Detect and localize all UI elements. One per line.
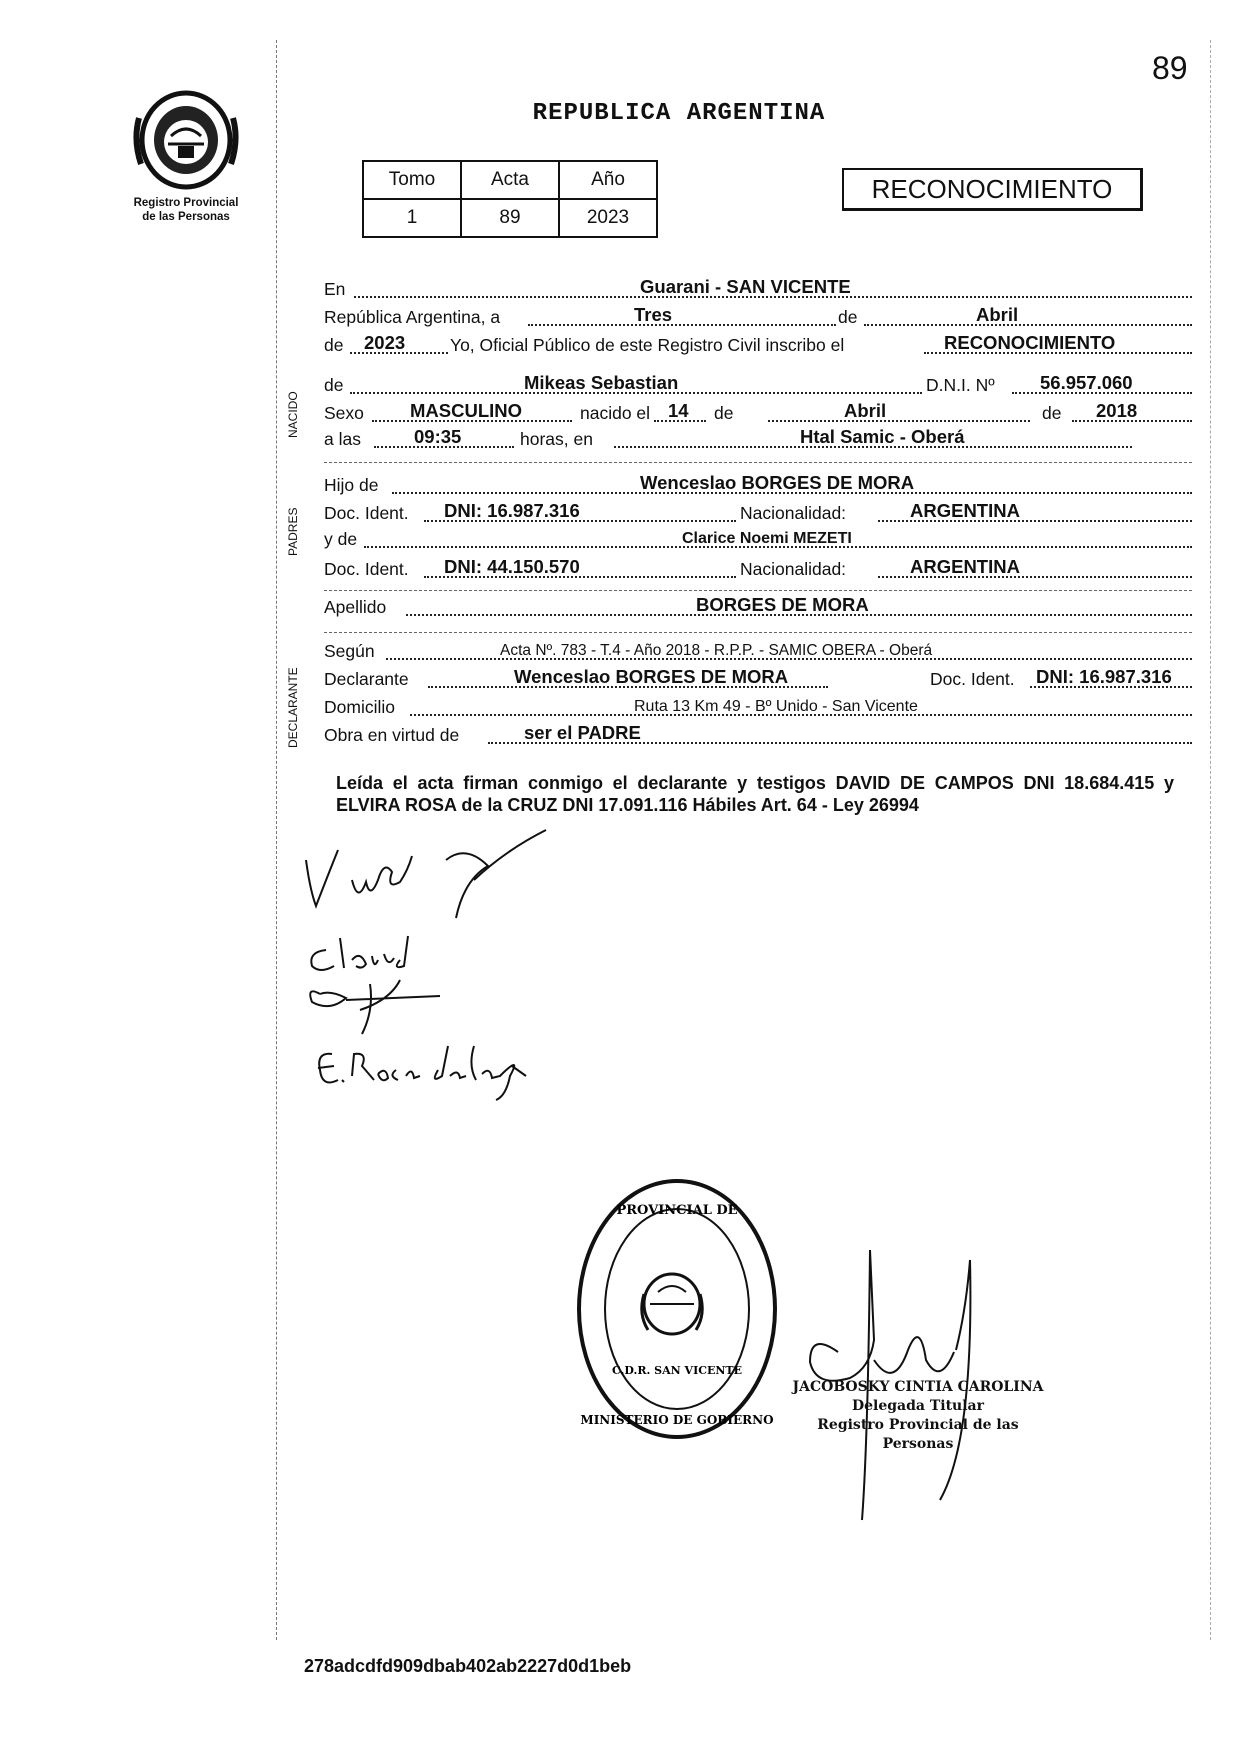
field-madre-nac: ARGENTINA xyxy=(910,556,1020,577)
label-hijo-de: Hijo de xyxy=(324,475,379,495)
label-nacionalidad-madre: Nacionalidad: xyxy=(740,559,847,579)
row-domicilio xyxy=(324,692,1192,720)
page-number: 89 xyxy=(1152,50,1188,86)
header-tomo: Tomo xyxy=(363,161,461,199)
side-label-declarante: DECLARANTE xyxy=(286,667,300,748)
label-nacido-el: nacido el xyxy=(580,403,651,423)
field-mes-nac: Abril xyxy=(844,400,887,421)
field-lugar-nac: Htal Samic - Oberá xyxy=(800,426,965,447)
label-yo: Yo, Oficial Público de este Registro Civil inscribo el xyxy=(450,335,845,355)
label-de-anio: de xyxy=(1042,403,1062,423)
field-padre-nac: ARGENTINA xyxy=(910,500,1020,521)
official-stamp-icon xyxy=(572,1174,782,1444)
field-nombre: Mikeas Sebastian xyxy=(524,372,679,393)
svg-text:C.D.R. SAN VICENTE: C.D.R. SAN VICENTE xyxy=(612,1364,742,1377)
row-segun xyxy=(324,636,1192,664)
field-domicilio: Ruta 13 Km 49 - Bº Unido - San Vicente xyxy=(634,698,918,715)
field-padre-doc: DNI: 16.987.316 xyxy=(444,500,580,521)
logo-caption-line2: de las Personas xyxy=(142,211,230,223)
row-madre-doc xyxy=(324,554,1192,582)
row-nombre xyxy=(324,370,1192,398)
row-padre-doc xyxy=(324,498,1192,526)
row-madre xyxy=(324,524,1192,552)
declarant-signature xyxy=(296,820,566,930)
section-separator xyxy=(324,632,1192,633)
row-fecha xyxy=(324,302,1192,330)
row-hora xyxy=(324,424,1192,452)
side-label-nacido: NACIDO xyxy=(286,391,300,438)
label-segun: Según xyxy=(324,641,375,661)
field-anio-nac: 2018 xyxy=(1096,400,1138,421)
label-de-nombre: de xyxy=(324,375,344,395)
field-padre: Wenceslao BORGES DE MORA xyxy=(640,472,915,493)
official-stamp-text xyxy=(788,1378,1048,1454)
label-doc-ident-madre: Doc. Ident. xyxy=(324,559,409,579)
field-hora: 09:35 xyxy=(414,426,462,447)
official-role: Delegada Titular xyxy=(851,1398,984,1414)
svg-text:MINISTERIO DE GOBIERNO: MINISTERIO DE GOBIERNO xyxy=(580,1413,774,1427)
field-dni: 56.957.060 xyxy=(1040,372,1133,393)
side-label-padres: PADRES xyxy=(286,507,300,556)
field-tipo: RECONOCIMIENTO xyxy=(944,332,1116,353)
label-de: de xyxy=(838,307,858,327)
mother-signature xyxy=(300,930,460,1040)
label-de-mes: de xyxy=(714,403,734,423)
logo-caption-line1: Registro Provincial xyxy=(133,197,239,209)
value-acta: 89 xyxy=(461,199,559,237)
label-domicilio: Domicilio xyxy=(324,697,395,717)
row-apellido xyxy=(324,592,1192,620)
label-y-de: y de xyxy=(324,529,358,549)
label-doc-ident-declarante: Doc. Ident. xyxy=(930,669,1015,689)
section-separator xyxy=(324,590,1192,591)
header-anio: Año xyxy=(559,161,657,199)
label-en: En xyxy=(324,279,346,299)
row-tipo xyxy=(324,330,1192,358)
left-margin-line xyxy=(276,40,277,1640)
witness-signature xyxy=(312,1036,542,1106)
official-name: JACOBOSKY CINTIA CAROLINA xyxy=(792,1379,1044,1395)
label-obra: Obra en virtud de xyxy=(324,725,460,745)
value-tomo: 1 xyxy=(363,199,461,237)
label-apellido: Apellido xyxy=(324,597,387,617)
field-mes: Abril xyxy=(976,304,1019,325)
field-madre-doc: DNI: 44.150.570 xyxy=(444,556,580,577)
label-horas-en: horas, en xyxy=(520,429,593,449)
field-dia: Tres xyxy=(634,304,673,325)
register-table xyxy=(362,160,658,238)
field-declarante-doc: DNI: 16.987.316 xyxy=(1036,666,1172,687)
row-declarante xyxy=(324,664,1192,692)
country-title: REPUBLICA ARGENTINA xyxy=(532,100,826,127)
label-doc-ident: Doc. Ident. xyxy=(324,503,409,523)
label-a-las: a las xyxy=(324,429,361,449)
header-acta: Acta xyxy=(461,161,559,199)
label-de2: de xyxy=(324,335,344,355)
row-virtud xyxy=(324,720,1192,748)
svg-text:PROVINCIAL DE: PROVINCIAL DE xyxy=(616,1203,738,1218)
label-dni: D.N.I. Nº xyxy=(926,375,995,395)
footer-hash: 278adcdfd909dbab402ab2227d0d1beb xyxy=(304,1656,632,1676)
field-dia-nac: 14 xyxy=(668,400,689,421)
right-margin-line xyxy=(1210,40,1211,1640)
row-lugar xyxy=(324,274,1192,302)
value-anio: 2023 xyxy=(559,199,657,237)
field-virtud: ser el PADRE xyxy=(524,722,641,743)
closing-paragraph: Leída el acta firman conmigo el declarante y testigos DAVID DE CAMPOS DNI 18.684.415 y ELVIRA ROSA de la CRUZ DNI 17.091.116 Hábiles Art. 64 - Ley 26994 xyxy=(336,773,1174,815)
field-apellido: BORGES DE MORA xyxy=(696,594,869,615)
dotted-line xyxy=(864,324,1192,326)
dotted-line xyxy=(768,420,1030,422)
field-sexo: MASCULINO xyxy=(410,400,523,421)
dotted-line xyxy=(528,324,836,326)
act-type-box: RECONOCIMIENTO xyxy=(842,168,1143,211)
field-segun: Acta Nº. 783 - T.4 - Año 2018 - R.P.P. - SAMIC OBERA - Oberá xyxy=(500,642,933,659)
field-madre: Clarice Noemi MEZETI xyxy=(682,530,852,547)
label-sexo: Sexo xyxy=(324,403,364,423)
field-anio: 2023 xyxy=(364,332,406,353)
row-nacimiento xyxy=(324,398,1192,426)
label-republica: República Argentina, a xyxy=(324,307,501,327)
row-padre xyxy=(324,470,1192,498)
official-office: Registro Provincial de las Personas xyxy=(817,1417,1019,1452)
field-lugar: Guarani - SAN VICENTE xyxy=(640,276,851,297)
section-separator xyxy=(324,462,1192,463)
label-nacionalidad: Nacionalidad: xyxy=(740,503,847,523)
field-declarante: Wenceslao BORGES DE MORA xyxy=(514,666,789,687)
label-declarante: Declarante xyxy=(324,669,409,689)
